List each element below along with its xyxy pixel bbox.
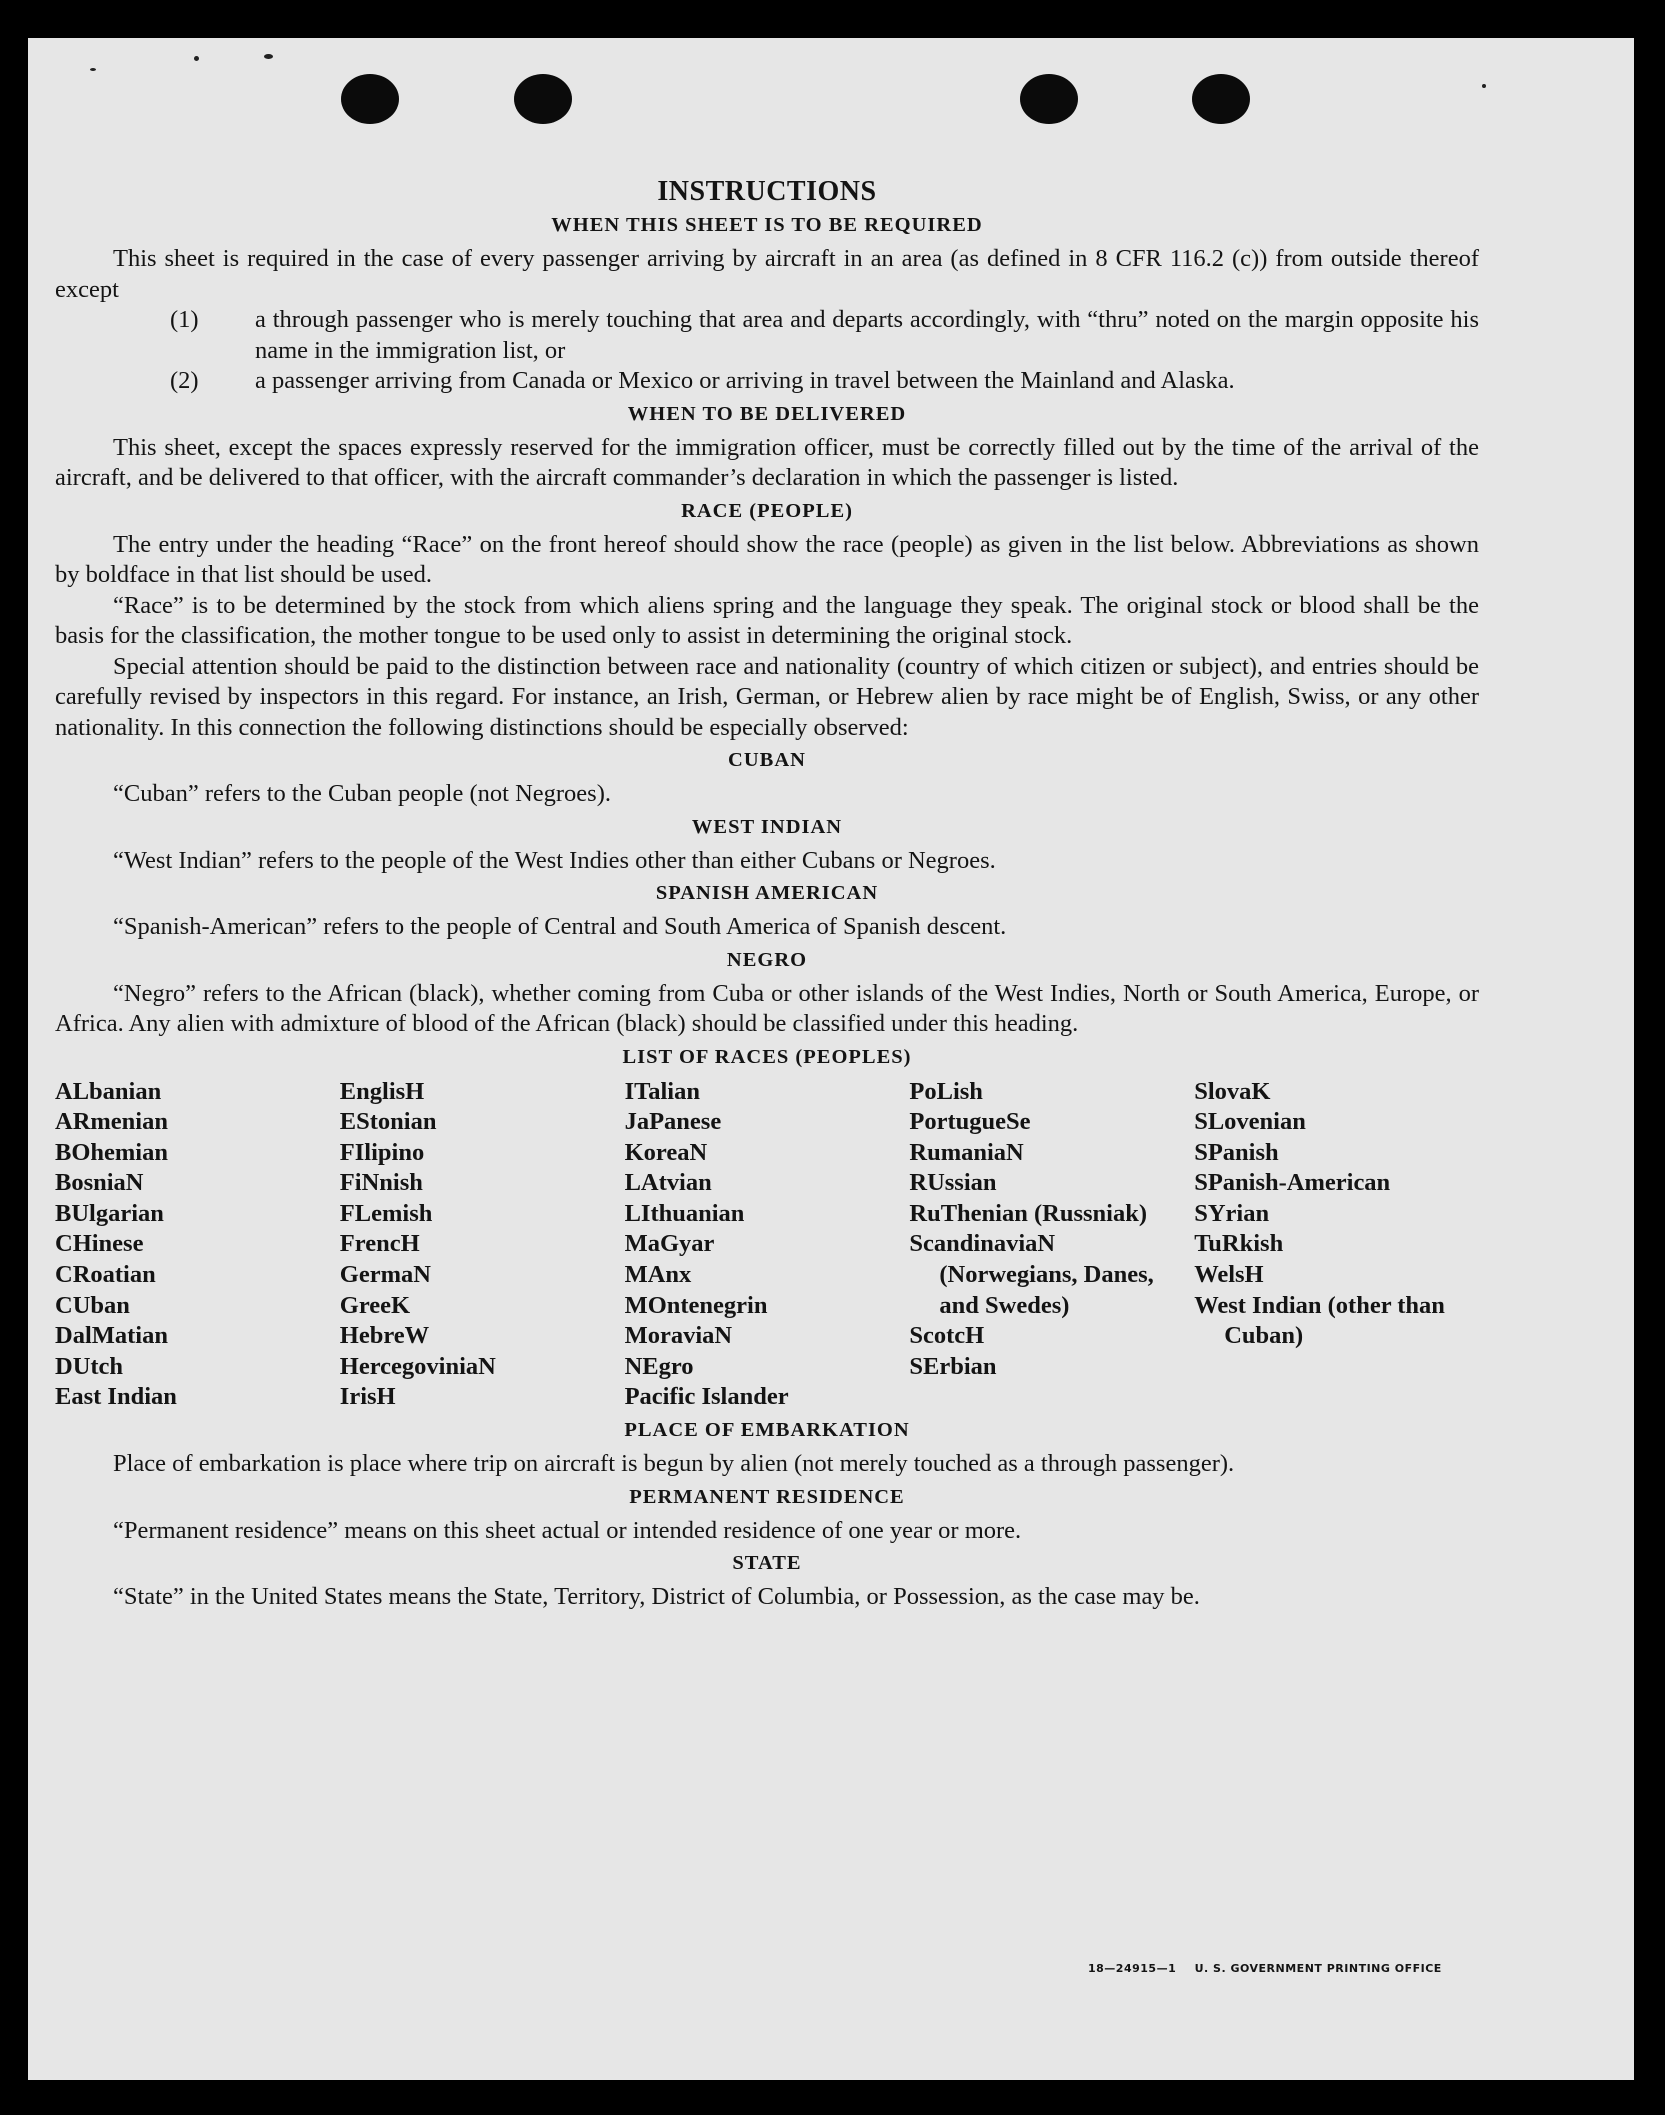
- form-number: 18—24915—1: [1088, 1962, 1177, 1975]
- race-item: CHinese: [55, 1230, 144, 1258]
- paragraph-race: “Race” is to be determined by the stock from which aliens spring and the language they speak. The original stock or blood shall be the basis for the classification, the mother tongue to be used only to assist in determining the original stock.: [55, 591, 1479, 649]
- race-item: BosniaN: [55, 1169, 144, 1197]
- race-item: GermaN: [339, 1261, 431, 1289]
- races-list: [55, 1077, 1479, 1414]
- race-item: SErbian: [909, 1352, 997, 1380]
- list-item-text: a passenger arriving from Canada or Mexico or arriving in travel between the Mainland and Alaska.: [255, 367, 1235, 394]
- paragraph-when-delivered: This sheet, except the spaces expressly reserved for the immigration officer, must be correctly filled out by the time of the arrival of the aircraft, and be delivered to that officer, with the aircraft commander’s declaration in which the passenger is listed.: [55, 433, 1479, 491]
- race-item: PortugueSe: [909, 1108, 1031, 1136]
- list-item-number: (1): [170, 306, 199, 333]
- paragraph-residence: “Permanent residence” means on this sheet actual or intended residence of one year or more.: [113, 1516, 1022, 1544]
- page-title: INSTRUCTIONS: [657, 176, 877, 207]
- race-item: IrisH: [339, 1383, 396, 1411]
- speck: [1482, 84, 1486, 88]
- race-item: GreeK: [339, 1291, 411, 1319]
- section-title-when-delivered: WHEN TO BE DELIVERED: [627, 402, 907, 425]
- paragraph-state: “State” in the United States means the State, Territory, District of Columbia, or Possession, as the case may be.: [113, 1583, 1200, 1611]
- punch-hole: [514, 74, 572, 124]
- race-item: SLovenian: [1194, 1108, 1306, 1136]
- list-item-text: a through passenger who is merely touching that area and departs accordingly, with “thru” noted on the margin opposite his name in the immigration list, or: [255, 306, 1479, 364]
- section-title-spanish-american: SPANISH AMERICAN: [655, 882, 879, 904]
- race-item: SYrian: [1194, 1199, 1270, 1227]
- races-column: [909, 1077, 1194, 1414]
- race-item: RuThenian (Russniak): [909, 1199, 1147, 1227]
- race-item: CRoatian: [55, 1261, 156, 1289]
- printer-footer: [1088, 1962, 1456, 1975]
- races-column: [625, 1077, 910, 1414]
- paragraph-spanish-american: “Spanish-American” refers to the people of Central and South America of Spanish descent.: [113, 913, 1007, 940]
- speck: [264, 54, 273, 59]
- races-column: [340, 1077, 625, 1414]
- speck: [194, 56, 199, 61]
- race-item: BOhemian: [55, 1138, 168, 1166]
- section-title-residence: PERMANENT RESIDENCE: [629, 1485, 905, 1508]
- race-item: ScandinaviaN (Norwegians, Danes, and Swedes): [909, 1230, 1154, 1319]
- race-item: ScotcH: [909, 1322, 985, 1350]
- race-item: ITalian: [624, 1077, 700, 1105]
- printer-imprint: U. S. GOVERNMENT PRINTING OFFICE: [1194, 1962, 1442, 1975]
- section-title-races-list: LIST OF RACES (PEOPLES): [622, 1045, 912, 1068]
- race-item: East Indian: [55, 1383, 177, 1411]
- race-item: ARmenian: [55, 1108, 168, 1136]
- race-item: BUlgarian: [55, 1199, 164, 1227]
- paragraph-race: Special attention should be paid to the distinction between race and nationality (country of which citizen or subject), and entries should be carefully revised by inspectors in this regard. For instance, an Irish, German, or Hebrew alien by race might be of English, Swiss, or any other nationality. In this connection the following distinctions should be especially observed:: [55, 652, 1479, 741]
- race-item: LAtvian: [624, 1169, 712, 1197]
- race-item: HebreW: [339, 1322, 430, 1350]
- race-item: NEgro: [624, 1352, 694, 1380]
- paragraph-cuban: “Cuban” refers to the Cuban people (not Negroes).: [113, 780, 611, 807]
- paragraph-race: The entry under the heading “Race” on the front hereof should show the race (people) as given in the list below. Abbreviations as shown by boldface in that list should be used.: [55, 530, 1479, 588]
- section-title-embarkation: PLACE OF EMBARKATION: [624, 1419, 910, 1442]
- race-item: DalMatian: [55, 1322, 168, 1350]
- race-item: RumaniaN: [909, 1138, 1024, 1166]
- section-title-when-required: WHEN THIS SHEET IS TO BE REQUIRED: [551, 214, 983, 236]
- punch-hole: [1192, 74, 1250, 124]
- race-item: MAnx: [624, 1261, 692, 1289]
- races-column: [55, 1077, 340, 1414]
- race-item: ALbanian: [55, 1077, 162, 1105]
- list-item: [55, 305, 1479, 366]
- list-item: [55, 366, 1479, 397]
- race-item: SlovaK: [1194, 1077, 1271, 1105]
- race-item: WelsH: [1194, 1261, 1264, 1289]
- race-item: SPanish: [1194, 1138, 1279, 1166]
- race-item: TuRkish: [1194, 1230, 1284, 1258]
- race-item: SPanish-American: [1194, 1169, 1391, 1197]
- race-item: Pacific Islander: [624, 1383, 789, 1411]
- race-item: LIthuanian: [624, 1199, 745, 1227]
- races-column: [1194, 1077, 1479, 1414]
- paragraph-embarkation: Place of embarkation is place where trip on aircraft is begun by alien (not merely touched as a through passenger).: [113, 1450, 1235, 1478]
- paragraph-when-required: This sheet is required in the case of every passenger arriving by aircraft in an area (as defined in 8 CFR 116.2 (c)) from outside thereof except: [55, 245, 1479, 303]
- race-item: FIlipino: [339, 1138, 425, 1166]
- race-item: DUtch: [55, 1352, 124, 1380]
- punch-hole: [341, 74, 399, 124]
- race-item: RUssian: [909, 1169, 997, 1197]
- instructions-body: [55, 176, 1479, 1613]
- section-title-state: STATE: [732, 1552, 802, 1575]
- race-item: PoLish: [909, 1077, 983, 1105]
- section-title-race: RACE (PEOPLE): [681, 499, 853, 522]
- document-page: [28, 38, 1634, 2080]
- race-item: MOntenegrin: [624, 1291, 768, 1319]
- punch-hole: [1020, 74, 1078, 124]
- race-item: KoreaN: [624, 1138, 708, 1166]
- speck: [90, 68, 96, 71]
- race-item: MoraviaN: [624, 1322, 733, 1350]
- paragraph-west-indian: “West Indian” refers to the people of the West Indies other than either Cubans or Negroes.: [113, 846, 996, 874]
- race-item: MaGyar: [624, 1230, 715, 1258]
- race-item: FiNnish: [339, 1169, 423, 1197]
- section-title-west-indian: WEST INDIAN: [691, 815, 843, 838]
- race-item: FrencH: [339, 1230, 420, 1258]
- section-title-cuban: CUBAN: [728, 749, 806, 771]
- section-title-negro: NEGRO: [726, 948, 808, 971]
- race-item: EnglisH: [339, 1077, 425, 1105]
- race-item: FLemish: [339, 1199, 433, 1227]
- race-item: JaPanese: [624, 1108, 722, 1136]
- race-item: EStonian: [339, 1108, 437, 1136]
- race-item: West Indian (other than Cuban): [1194, 1291, 1445, 1350]
- list-item-number: (2): [170, 367, 199, 394]
- race-item: CUban: [55, 1291, 130, 1319]
- race-item: HercegoviniaN: [339, 1352, 496, 1380]
- paragraph-negro: “Negro” refers to the African (black), whether coming from Cuba or other islands of the West Indies, North or South America, Europe, or Africa. Any alien with admixture of blood of the African (black) should be classified under this heading.: [55, 979, 1479, 1037]
